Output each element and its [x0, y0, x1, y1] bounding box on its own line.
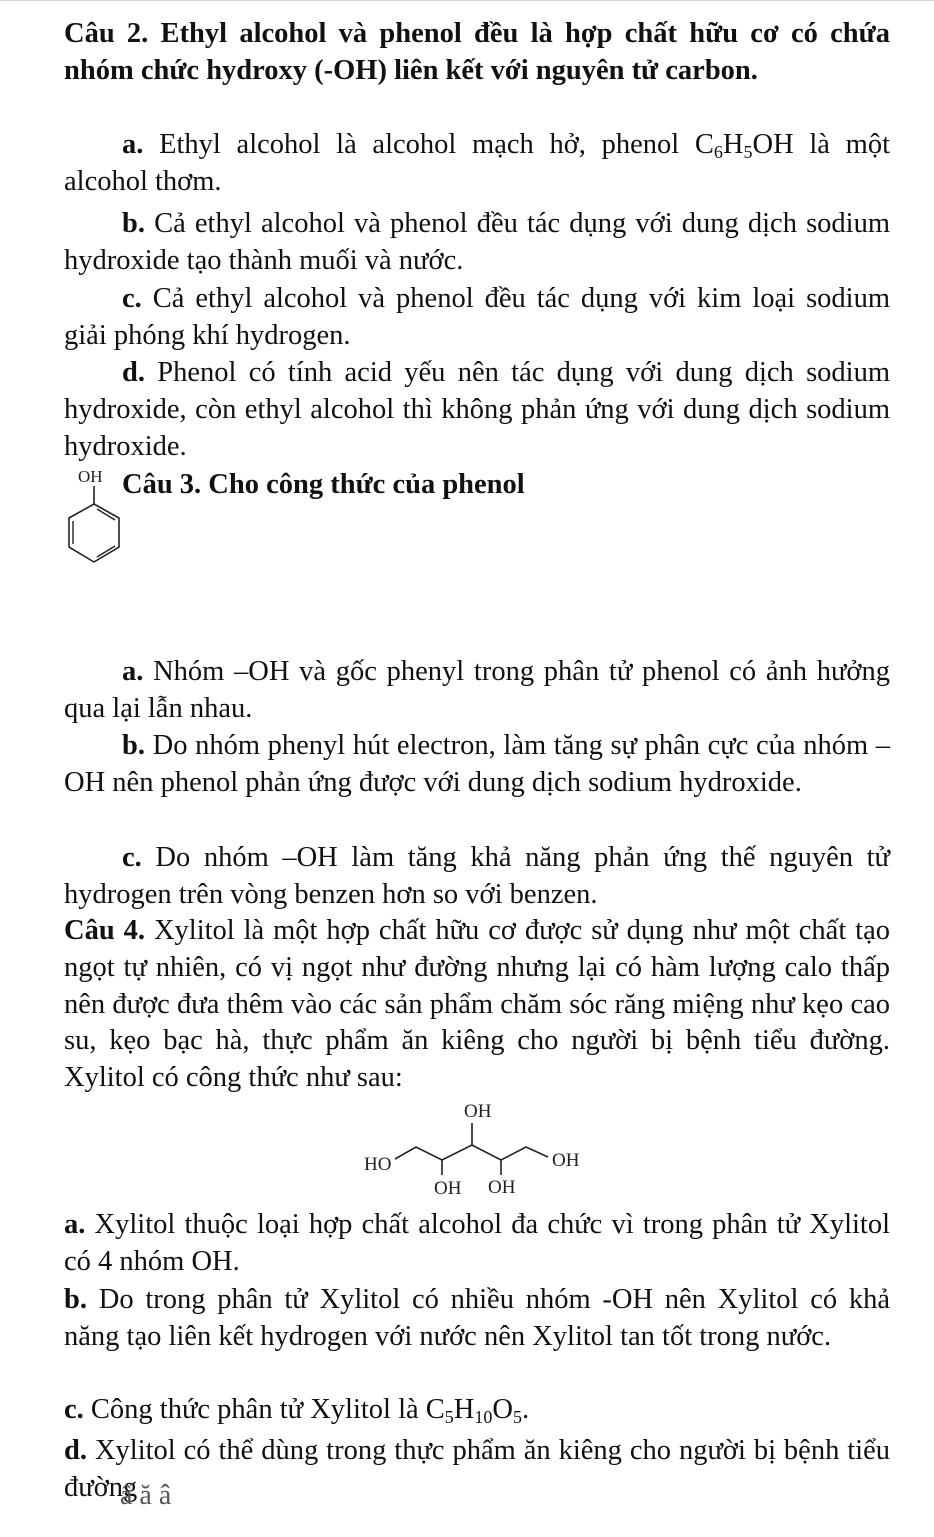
option-c-label: c.: [122, 283, 142, 314]
q4-c-sub-5b: 5: [512, 1407, 522, 1427]
q3-b-text: Do nhóm phenyl hút electron, làm tăng sự phân cực của nhóm –OH nên phenol phản ứng được với dung dịch sodium hydroxide.: [64, 730, 891, 798]
q4-option-a: [64, 1207, 890, 1281]
q4-option-d: [64, 1433, 890, 1507]
q4-option-c: [64, 1392, 890, 1429]
q4-c-sub-10: 10: [474, 1407, 493, 1427]
top-divider: [0, 0, 934, 7]
q4-d-text: Xylitol có thể dùng trong thực phẩm ăn kiêng cho người bị bệnh tiểu đường: [64, 1435, 891, 1503]
q4-header-label: Câu 4.: [64, 915, 145, 946]
q2-header: Câu 2. Ethyl alcohol và phenol đều là hợp chất hữu cơ có chứa nhóm chức hydroxy (-OH) liên kết với nguyên tử carbon.: [64, 18, 890, 86]
option-c-label: c.: [64, 1394, 84, 1425]
q2-option-d: [64, 355, 890, 465]
q2-option-a: [64, 127, 890, 201]
xylitol-oh-bottom-1: OH: [434, 1178, 462, 1199]
option-b-label: b.: [122, 208, 145, 239]
q4-c-text-2: H: [453, 1394, 475, 1425]
q3-option-b: [64, 728, 890, 802]
q3-c-text: Do nhóm –OH làm tăng khả năng phản ứng thế nguyên tử hydrogen trên vòng benzen hơn so với benzen.: [64, 842, 890, 910]
q4-c-text-3: O: [492, 1394, 513, 1425]
q2-option-b: [64, 206, 890, 280]
xylitol-ho-left: HO: [364, 1154, 392, 1175]
q2-a-sub-5: 5: [743, 142, 753, 162]
option-d-label: d.: [64, 1435, 87, 1466]
xylitol-oh-top: OH: [464, 1101, 492, 1122]
q3-header: Câu 3. Cho công thức của phenol: [122, 469, 525, 500]
q2-c-text: Cả ethyl alcohol và phenol đều tác dụng với kim loại sodium giải phóng khí hydrogen.: [64, 283, 890, 351]
phenol-oh-label: OH: [78, 467, 103, 486]
q2-option-c: [64, 281, 890, 355]
q4-b-text: Do trong phân tử Xylitol có nhiều nhóm -OH nên Xylitol có khả năng tạo liên kết hydrogen với nước nên Xylitol tan tốt trong nước.: [64, 1284, 890, 1352]
q2-a-text-3: OH là một alcohol thơm.: [64, 129, 891, 197]
q4-c-sub-5: 5: [444, 1407, 454, 1427]
option-a-label: a.: [122, 656, 144, 687]
q4-option-b: [64, 1282, 890, 1356]
xylitol-structure-figure: [356, 1093, 592, 1203]
option-d-label: d.: [122, 357, 145, 388]
q2-a-text-1: Ethyl alcohol là alcohol mạch hở, phenol C: [159, 129, 714, 160]
q4-c-text-1: Công thức phân tử Xylitol là C: [90, 1394, 445, 1425]
q4-intro: [64, 913, 890, 1097]
option-a-label: a.: [122, 129, 144, 160]
benzene-ring: [69, 504, 119, 562]
q2-a-text-2: H: [722, 129, 744, 160]
option-a-label: a.: [64, 1209, 86, 1240]
q2-a-sub-6: 6: [713, 142, 723, 162]
q4-c-text-4: .: [521, 1394, 530, 1425]
q3-option-a: [64, 654, 890, 728]
q2-b-text: Cả ethyl alcohol và phenol đều tác dụng với dung dịch sodium hydroxide tạo thành muối và nước.: [64, 208, 890, 276]
next-line-fragment-text: ấ ă â: [120, 1480, 172, 1511]
xylitol-carbon-chain: [395, 1145, 548, 1160]
q4-a-text: Xylitol thuộc loại hợp chất alcohol đa chức vì trong phân tử Xylitol có 4 nhóm OH.: [64, 1209, 890, 1277]
option-b-label: b.: [64, 1284, 87, 1315]
q3-a-text: Nhóm –OH và gốc phenyl trong phân tử phenol có ảnh hưởng qua lại lẫn nhau.: [64, 656, 891, 724]
q2-d-text: Phenol có tính acid yếu nên tác dụng với dung dịch sodium hydroxide, còn ethyl alcohol thì không phản ứng với dung dịch sodium hydroxide.: [64, 357, 891, 462]
q4-intro-text: Xylitol là một hợp chất hữu cơ được sử dụng như một chất tạo ngọt tự nhiên, có vị ngọt như đường nhưng lại có hàm lượng calo thấp nên được đưa thêm vào các sản phẩm chăm sóc răng miệng như kẹo cao su, kẹo bạc hà, thực phẩm ăn kiêng cho người bị bệnh tiểu đường. Xylitol có công thức như sau:: [64, 915, 891, 1094]
xylitol-oh-right: OH: [552, 1150, 580, 1171]
option-c-label: c.: [122, 842, 142, 873]
next-line-fragment: [120, 1480, 450, 1511]
q3-option-c: [64, 840, 890, 914]
xylitol-oh-bottom-2: OH: [488, 1177, 516, 1198]
option-b-label: b.: [122, 730, 145, 761]
